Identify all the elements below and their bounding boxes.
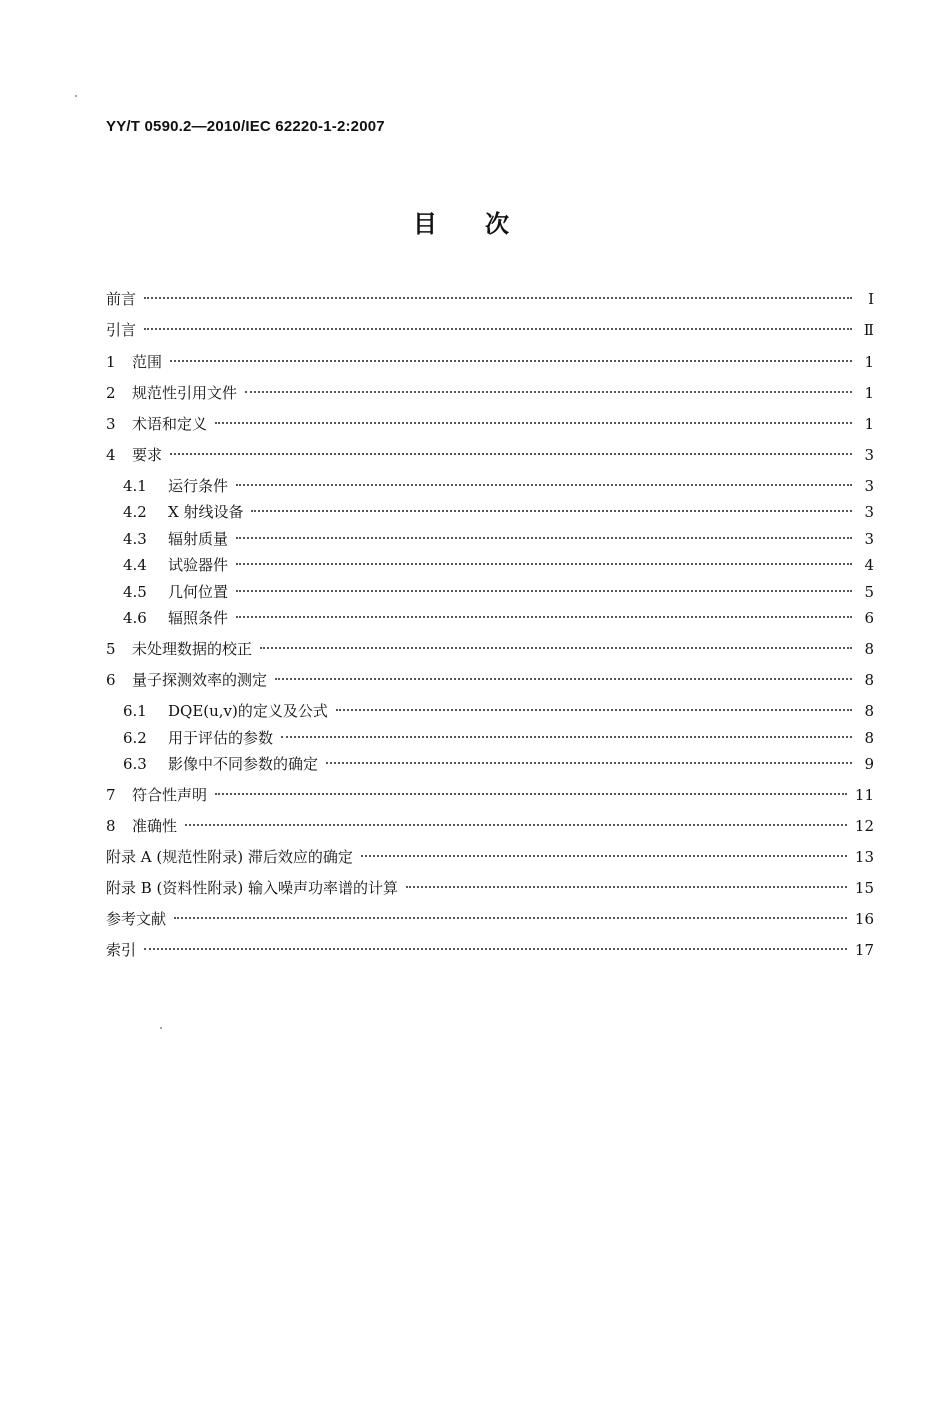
toc-entry [106, 937, 874, 963]
toc-entry-title: 准确性 [132, 817, 178, 835]
toc-entry [106, 782, 874, 808]
standard-code-header: YY/T 0590.2—2010/IEC 62220-1-2:2007 [106, 118, 385, 135]
toc-entry [106, 813, 874, 839]
toc-leader-dots [185, 824, 847, 826]
toc-entry [106, 725, 874, 751]
toc-entry [106, 667, 874, 693]
toc-entry [106, 526, 874, 552]
toc-entry-number: 3 [106, 415, 116, 433]
toc-entry-page: 3 [864, 530, 874, 548]
toc-entry [106, 636, 874, 662]
toc-leader-dots [170, 453, 852, 455]
toc-entry-number: 1 [106, 353, 116, 371]
toc-entry [106, 380, 874, 406]
toc-entry-number: 4.6 [123, 609, 147, 627]
toc-entry-number: 4.4 [123, 556, 147, 574]
toc-leader-dots [236, 590, 852, 592]
toc-leader-dots [215, 793, 847, 795]
toc-entry [106, 317, 874, 343]
toc-leader-dots [144, 948, 847, 950]
toc-leader-dots [275, 678, 852, 680]
toc-entry-title: 附录 A (规范性附录) 滞后效应的确定 [106, 848, 353, 866]
toc-entry-number: 4.2 [123, 503, 147, 521]
toc-leader-dots [251, 510, 852, 512]
toc-entry-number: 6.3 [123, 755, 147, 773]
toc-entry [106, 751, 874, 777]
toc-entry-page: Ⅱ [863, 321, 874, 339]
toc-entry [106, 349, 874, 375]
toc-entry-number: 4 [106, 446, 116, 464]
toc-entry-page: 5 [864, 583, 874, 601]
toc-entry-number: 4.1 [123, 477, 147, 495]
toc-entry-page: 3 [864, 477, 874, 495]
toc-leader-dots [144, 297, 852, 299]
toc-entry-page: 8 [864, 640, 874, 658]
toc-entry [106, 286, 874, 312]
toc-entry-title: 辐射质量 [168, 530, 229, 548]
toc-entry-number: 2 [106, 384, 116, 402]
toc-title: 目次 [413, 210, 557, 238]
toc-entry [106, 906, 874, 932]
toc-leader-dots [281, 736, 852, 738]
toc-entry-title: 试验器件 [168, 556, 229, 574]
toc-leader-dots [236, 537, 852, 539]
toc-leader-dots [144, 328, 852, 330]
toc-entry [106, 552, 874, 578]
toc-entry-title: 未处理数据的校正 [132, 640, 253, 658]
toc-entry-number: 4.3 [123, 530, 147, 548]
toc-entry-title: 术语和定义 [132, 415, 208, 433]
toc-leader-dots [326, 762, 852, 764]
toc-entry-title: 影像中不同参数的确定 [168, 755, 319, 773]
toc-leader-dots [406, 886, 847, 888]
toc-leader-dots [245, 391, 852, 393]
toc-entry-number: 4.5 [123, 583, 147, 601]
toc-entry [106, 579, 874, 605]
toc-entry-number: 6 [106, 671, 116, 689]
toc-entry-title: 索引 [106, 941, 137, 959]
toc-entry-title: 引言 [106, 321, 137, 339]
toc-entry-number: 5 [106, 640, 116, 658]
toc-entry-page: 17 [854, 941, 874, 959]
toc-entry [106, 411, 874, 437]
toc-leader-dots [236, 616, 852, 618]
toc-leader-dots [170, 360, 852, 362]
toc-entry-page: 11 [854, 786, 874, 804]
toc-entry-page: 8 [864, 671, 874, 689]
toc-entry-title: 范围 [132, 353, 163, 371]
toc-entry-title: 量子探测效率的测定 [132, 671, 268, 689]
toc-entry-title: 要求 [132, 446, 163, 464]
toc-entry-page: 12 [854, 817, 874, 835]
toc-entry [106, 442, 874, 468]
toc-leader-dots [174, 917, 847, 919]
toc-entry-title: 用于评估的参数 [168, 729, 274, 747]
toc-entry-page: 16 [854, 910, 874, 928]
toc-entry-page: 1 [864, 353, 874, 371]
toc-entry-title: 参考文献 [106, 910, 167, 928]
toc-entry [106, 698, 874, 724]
toc-leader-dots [260, 647, 852, 649]
toc-entry-page: 3 [864, 446, 874, 464]
toc-entry-title: 附录 B (资料性附录) 输入噪声功率谱的计算 [106, 879, 399, 897]
toc-entry-page: 1 [864, 415, 874, 433]
toc-entry-page: 6 [864, 609, 874, 627]
toc-leader-dots [336, 709, 852, 711]
toc-entry [106, 605, 874, 631]
toc-leader-dots [236, 563, 852, 565]
toc-entry [106, 844, 874, 870]
toc-entry-page: 4 [864, 556, 874, 574]
toc-entry-page: 8 [864, 729, 874, 747]
toc-entry-title: 符合性声明 [132, 786, 208, 804]
toc-entry-title: X 射线设备 [168, 503, 244, 521]
toc-leader-dots [361, 855, 847, 857]
toc-entry-page: 1 [864, 384, 874, 402]
toc-entry [106, 875, 874, 901]
toc-leader-dots [215, 422, 852, 424]
toc-entry-title: DQE(u,v)的定义及公式 [168, 702, 328, 720]
toc-entry-number: 6.1 [123, 702, 147, 720]
toc-entry-title: 几何位置 [168, 583, 229, 601]
scan-speck [160, 1027, 162, 1029]
toc-entry-page: 13 [854, 848, 874, 866]
toc-entry-title: 辐照条件 [168, 609, 229, 627]
toc-entry-page: 9 [864, 755, 874, 773]
toc-entry-number: 8 [106, 817, 116, 835]
toc-entry [106, 473, 874, 499]
toc-entry-number: 7 [106, 786, 116, 804]
scan-speck [75, 95, 77, 97]
toc-entry-page: 15 [854, 879, 874, 897]
toc-entry-page: 8 [864, 702, 874, 720]
toc-entry-title: 前言 [106, 290, 137, 308]
toc-entry-page: Ⅰ [868, 290, 874, 308]
toc-leader-dots [236, 484, 852, 486]
toc-entry-number: 6.2 [123, 729, 147, 747]
toc-entry-title: 规范性引用文件 [132, 384, 238, 402]
toc-entry [106, 499, 874, 525]
toc-entry-page: 3 [864, 503, 874, 521]
toc-entry-title: 运行条件 [168, 477, 229, 495]
